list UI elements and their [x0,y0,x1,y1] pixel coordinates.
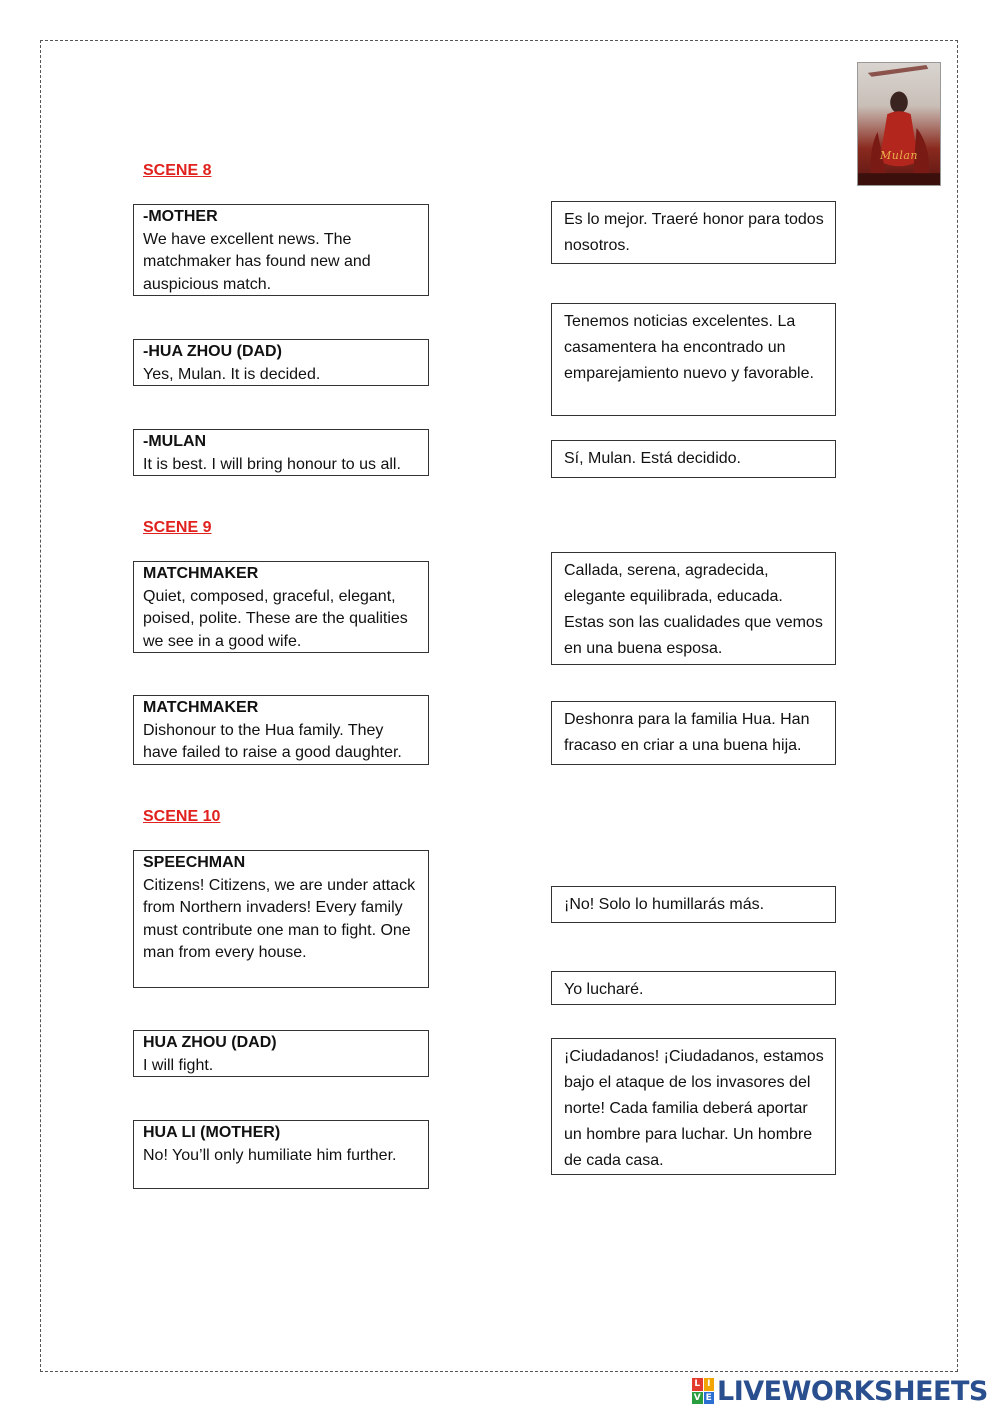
translation-text: Es lo mejor. Traeré honor para todos nosotros. [564,211,824,254]
speaker-name: SPEECHMAN [143,854,246,871]
translation-box[interactable] [551,1038,836,1175]
dialogue-box[interactable] [133,1030,429,1077]
translation-text: Tenemos noticias excelentes. La casamentera ha encontrado un emparejamiento nuevo y favorable. [564,313,814,382]
dialogue-text: Quiet, composed, graceful, elegant, poised, polite. These are the qualities we see in a good wife. [143,587,408,650]
poster-title: Mulan [879,149,918,162]
dialogue-box[interactable] [133,695,429,765]
speaker-name: -MOTHER [143,208,218,225]
dialogue-text: We have excellent news. The matchmaker has found new and auspicious match. [143,230,371,293]
translation-box[interactable] [551,886,836,923]
dialogue-box[interactable] [133,850,429,988]
mulan-poster-image [857,62,941,186]
logo-badge-letter: E [704,1392,715,1405]
dialogue-text: Yes, Mulan. It is decided. [143,365,321,383]
translation-box[interactable] [551,971,836,1005]
translation-box[interactable] [551,303,836,416]
logo-badge-letter: L [692,1378,703,1391]
speaker-name: HUA ZHOU (DAD) [143,1034,277,1051]
scene-heading: SCENE 8 [143,162,212,179]
translation-box[interactable] [551,201,836,264]
translation-box[interactable] [551,440,836,478]
logo-badge-letter: V [693,1392,701,1403]
speaker-name: -MULAN [143,433,207,450]
speaker-name: -HUA ZHOU (DAD) [143,343,282,360]
speaker-name: MATCHMAKER [143,565,259,582]
liveworksheets-logo [692,1376,988,1406]
dialogue-text: I will fight. [143,1056,214,1074]
speaker-name: HUA LI (MOTHER) [143,1124,281,1141]
translation-text: Sí, Mulan. Está decidido. [564,450,741,467]
logo-brand-text: LIVEWORKSHEETS [717,1375,988,1407]
dialogue-box[interactable] [133,429,429,476]
poster-illustration [858,63,940,185]
dialogue-text: Citizens! Citizens, we are under attack from Northern invaders! Every family must contribute one man to fight. One man from every house. [143,876,416,961]
logo-badge-letter: I [704,1378,715,1391]
dialogue-box[interactable] [133,1120,429,1189]
translation-text: Deshonra para la familia Hua. Han fracaso en criar a una buena hija. [564,711,810,754]
dialogue-text: It is best. I will bring honour to us all. [143,455,401,473]
translation-box[interactable] [551,552,836,665]
translation-box[interactable] [551,701,836,765]
translation-text: Callada, serena, agradecida, elegante equilibrada, educada. Estas son las cualidades que vemos en una buena esposa. [564,562,823,657]
dialogue-text: No! You’ll only humiliate him further. [143,1146,397,1164]
translation-text: ¡Ciudadanos! ¡Ciudadanos, estamos bajo el ataque de los invasores del norte! Cada familia deberá aportar un hombre para luchar. Un hombre de cada casa. [564,1048,824,1169]
scene-heading: SCENE 10 [143,808,221,825]
dialogue-box[interactable] [133,339,429,386]
speaker-name: MATCHMAKER [143,699,259,716]
logo-badge [692,1378,714,1404]
translation-text: ¡No! Solo lo humillarás más. [564,896,765,913]
scene-heading: SCENE 9 [143,519,212,536]
dialogue-text: Dishonour to the Hua family. They have failed to raise a good daughter. [143,721,402,761]
dialogue-box[interactable] [133,561,429,653]
translation-text: Yo lucharé. [564,981,644,998]
dialogue-box[interactable] [133,204,429,296]
